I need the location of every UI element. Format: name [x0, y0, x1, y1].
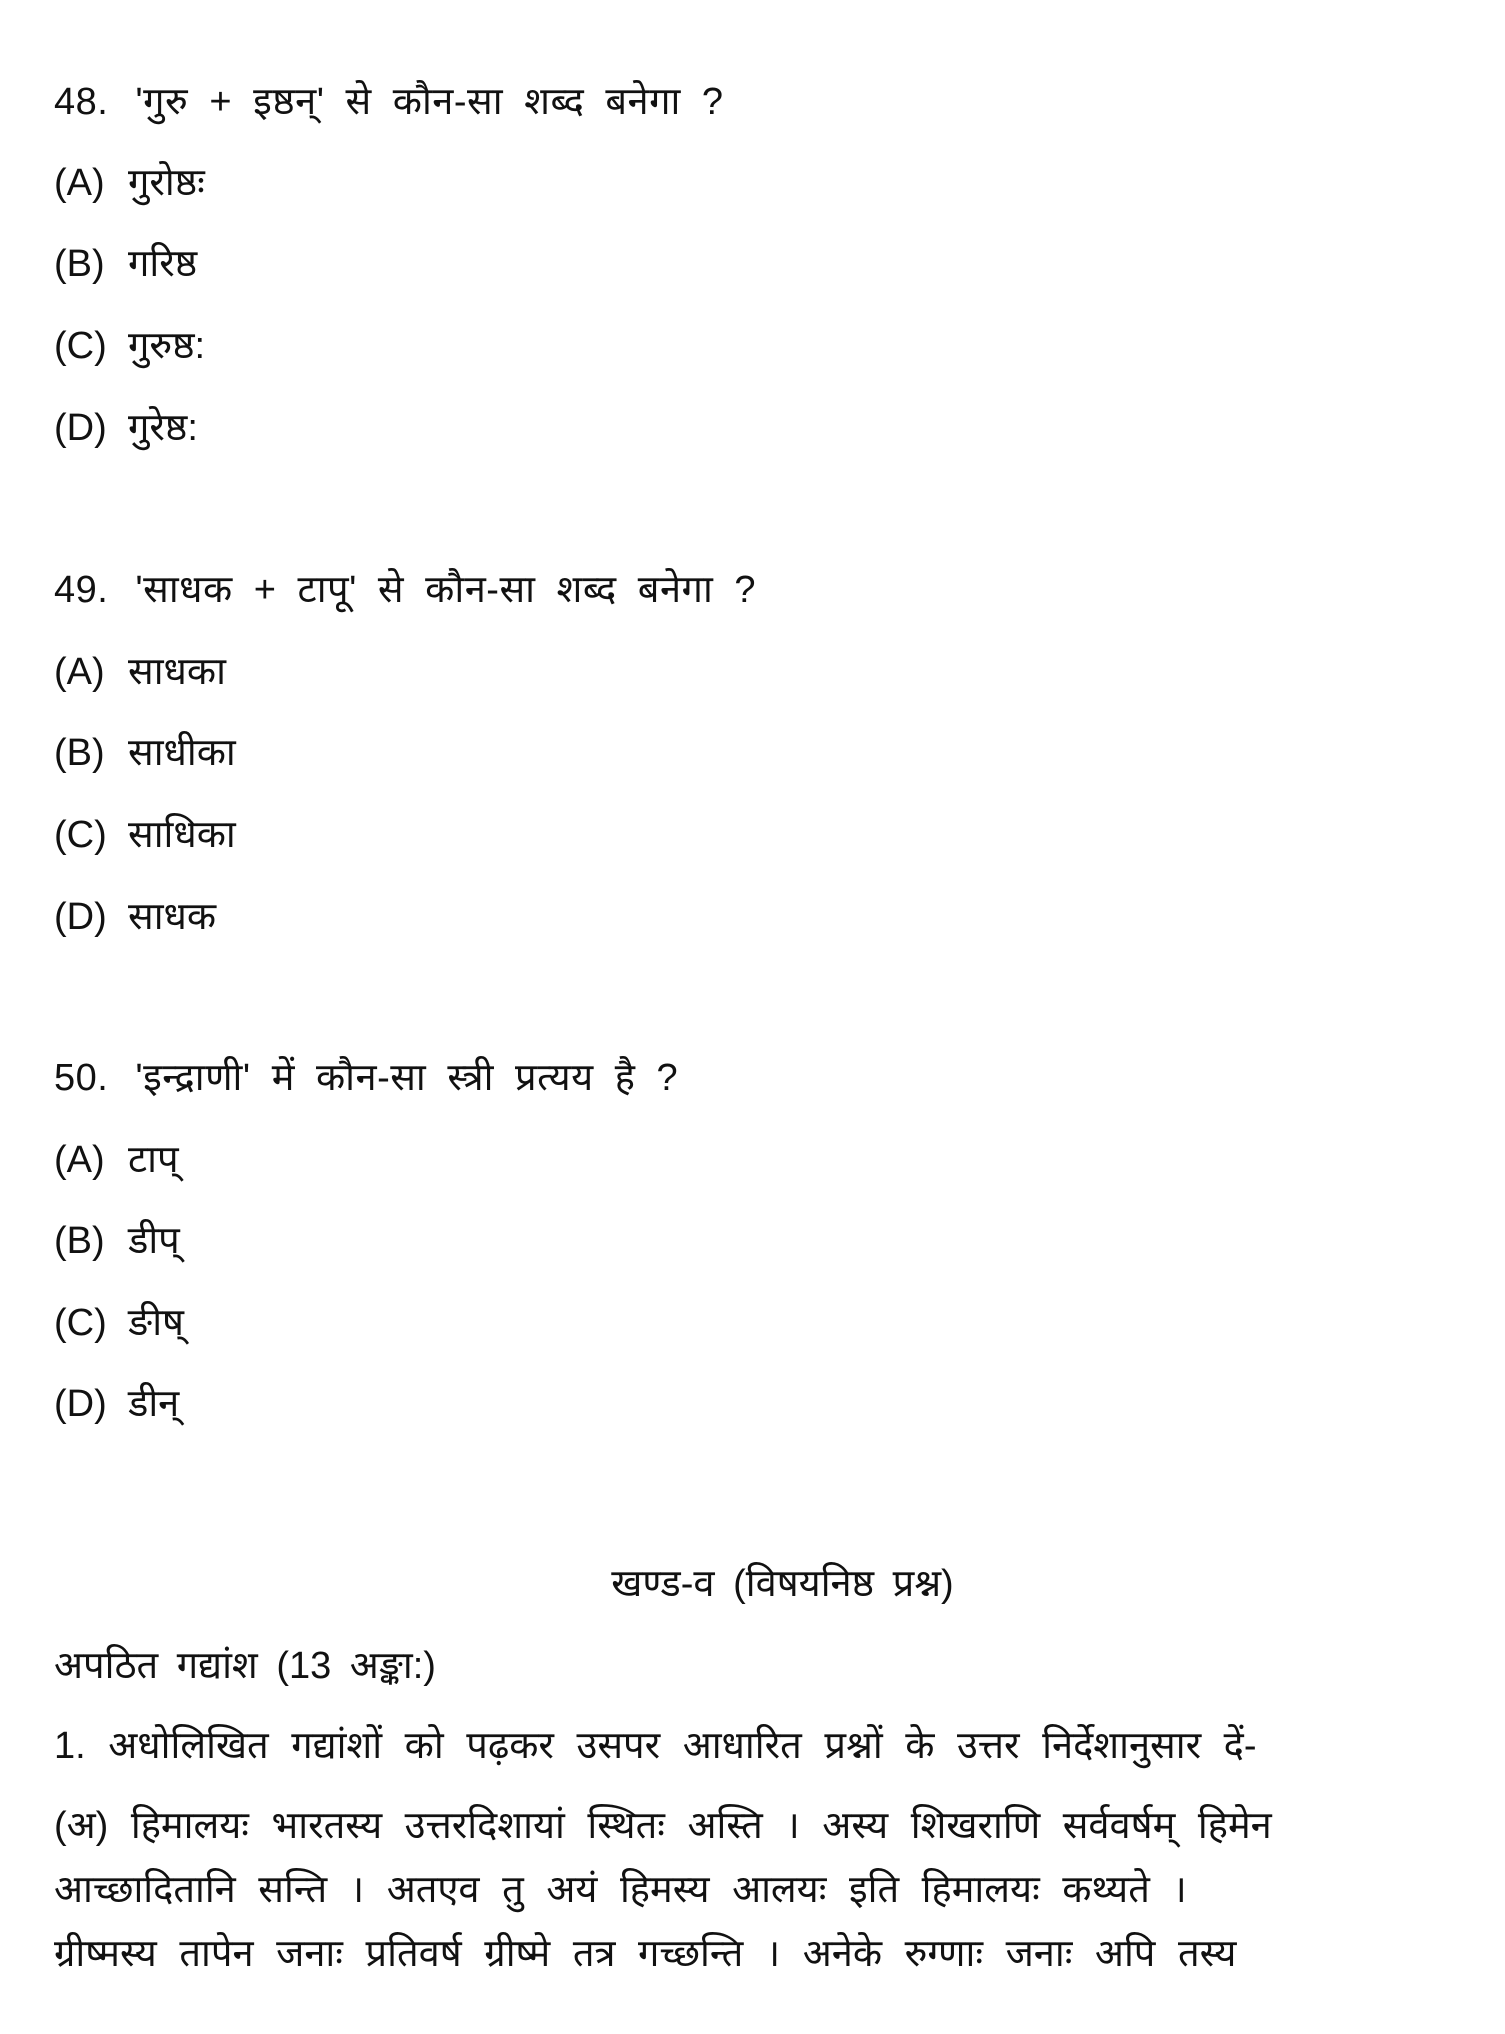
question-49-option-a[interactable]: [54, 648, 226, 696]
option-text: साधिका: [128, 814, 236, 856]
question-number: 48.: [54, 81, 109, 123]
option-text: गुरुष्ठ:: [128, 325, 206, 367]
question-49-option-d[interactable]: [54, 893, 216, 941]
question-50-option-a[interactable]: [54, 1136, 179, 1184]
option-letter: (D): [54, 896, 107, 938]
option-text: ङीष्: [128, 1302, 185, 1344]
question-48-option-b[interactable]: [54, 240, 197, 288]
question-48-option-a[interactable]: [54, 159, 205, 207]
section-title: खण्ड-व (विषयनिष्ठ प्रश्न): [611, 1563, 954, 1605]
option-text: टाप्: [128, 1139, 179, 1181]
question-48-option-c[interactable]: [54, 322, 205, 370]
question-text: 'गुरु + इष्ठन्' से कौन-सा शब्द बनेगा ?: [135, 81, 724, 123]
option-letter: (C): [54, 814, 107, 856]
question-48-option-d[interactable]: [54, 404, 198, 452]
instruction-text: 1. अधोलिखित गद्यांशों को पढ़कर उसपर आधारित प्रश्नों के उत्तर निर्देशानुसार दें-: [54, 1725, 1257, 1767]
question-text: 'साधक + टापू' से कौन-सा शब्द बनेगा ?: [135, 569, 756, 611]
question-number: 49.: [54, 569, 109, 611]
passage-line: ग्रीष्मस्य तापेन जनाः प्रतिवर्ष ग्रीष्मे तत्र गच्छन्ति । अनेके रुग्णाः जनाः अपि तस्य: [54, 1933, 1237, 1975]
option-letter: (C): [54, 325, 107, 367]
question-number: 50.: [54, 1057, 109, 1099]
option-text: साधका: [128, 651, 226, 693]
passage-line: (अ) हिमालयः भारतस्य उत्तरदिशायां स्थितः अस्ति । अस्य शिखराणि सर्ववर्षम् हिमेन: [54, 1805, 1272, 1847]
option-text: साधक: [128, 896, 217, 938]
question-50-option-c[interactable]: [54, 1299, 184, 1347]
option-letter: (A): [54, 651, 105, 693]
subsection-heading: अपठित गद्यांश (13 अङ्का:): [54, 1645, 436, 1687]
option-letter: (D): [54, 407, 107, 449]
unseen-passage: [54, 1802, 1454, 1994]
option-letter: (B): [54, 1220, 105, 1262]
option-letter: (C): [54, 1302, 107, 1344]
option-text: गुरेष्ठ:: [128, 407, 198, 449]
option-text: गुरोष्ठः: [128, 162, 205, 204]
question-50-stem: [54, 1054, 678, 1102]
question-50-option-d[interactable]: [54, 1380, 179, 1428]
option-text: गरिष्ठ: [128, 243, 198, 285]
question-49-option-b[interactable]: [54, 729, 236, 777]
passage-line: आच्छादितानि सन्ति । अतएव तु अयं हिमस्य आलयः इति हिमालयः कथ्यते ।: [54, 1869, 1187, 1911]
option-letter: (A): [54, 162, 105, 204]
question-50-option-b[interactable]: [54, 1217, 180, 1265]
question-48-stem: [54, 78, 724, 126]
option-letter: (A): [54, 1139, 105, 1181]
question-49-option-c[interactable]: [54, 811, 236, 859]
option-text: डीन्: [128, 1383, 180, 1425]
option-letter: (D): [54, 1383, 107, 1425]
question-text: 'इन्द्राणी' में कौन-सा स्त्री प्रत्यय है ?: [135, 1057, 679, 1099]
option-text: डीप्: [128, 1220, 180, 1262]
option-letter: (B): [54, 243, 105, 285]
option-text: साधीका: [128, 732, 236, 774]
option-letter: (B): [54, 732, 105, 774]
question-49-stem: [54, 566, 756, 614]
